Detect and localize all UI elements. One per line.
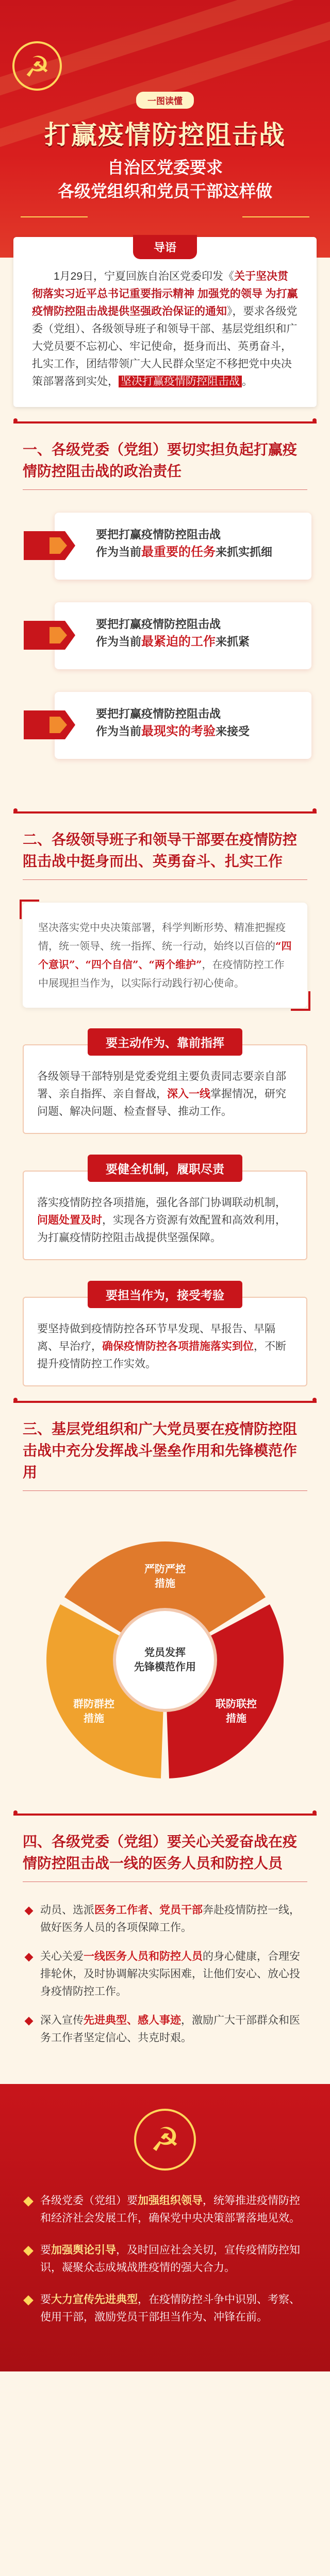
summary-item: 各级党委（党组）要加强组织领导，统筹推进疫情防控和经济社会发展工作，确保党中央决策部署落地见效。 — [23, 2192, 307, 2227]
section-4-bullets — [13, 1891, 317, 2063]
section-2-title: 二、各级领导班子和领导干部要在疫情防控阻击战中挺身而出、英勇奋斗、扎实工作 — [23, 832, 298, 869]
section-4-header — [13, 1814, 317, 1891]
page-subtitle-1: 自治区党委要求 — [107, 158, 223, 177]
section-2-header — [13, 811, 317, 889]
duty-block: 要担当作为，接受考验 要坚持做到疫情防控各环节早发现、早报告、早隔离、早治疗，确保疫情防控各项措施落实到位，不断提升疫情防控工作实效。 — [23, 1281, 307, 1386]
page-subtitle-2: 各级党组织和党员干部这样做 — [57, 182, 272, 200]
section-2 — [13, 811, 317, 1386]
section-1-cards — [13, 499, 317, 797]
duty-block: 要健全机制，履职尽责 落实疫情防控各项措施，强化各部门协调联动机制，问题处置及时，实现各方资源有效配置和高效利用，为打赢疫情防控阻击战提供坚强保障。 — [23, 1155, 307, 1260]
footer-summary — [0, 2084, 330, 2371]
segment-left-label: 群防群控 措施 — [73, 1699, 114, 1724]
section-4-title: 四、各级党委（党组）要关心关爱奋战在疫情防控阻击战一线的医务人员和防控人员 — [23, 1834, 298, 1871]
intro-tab: 导语 — [133, 235, 197, 259]
segment-top-label: 严防严控 措施 — [144, 1564, 186, 1589]
party-emblem-icon: ☭ — [12, 41, 62, 91]
summary-item: 要大力宣传先进典型，在疫情防控斗争中识别、考察、使用干部，激励党员干部担当作为、冲锋在前。 — [23, 2291, 307, 2326]
party-emblem-icon: ☭ — [134, 2109, 196, 2171]
page-title: 打赢疫情防控阻击战 — [44, 121, 286, 149]
segment-right-label: 联防联控 措施 — [216, 1699, 257, 1724]
section-1 — [13, 421, 317, 797]
summary-item: 要加强舆论引导，及时回应社会关切，宣传疫情防控知识，凝聚众志成城战胜疫情的强大合力。 — [23, 2242, 307, 2277]
intro-text: 1月29日，宁夏回族自治区党委印发《关于坚决贯彻落实习近平总书记重要指示精神 加强党的领导 为打赢疫情防控阻击战提供坚强政治保证的通知》，要求各级党委（党组）、各级领导班子和领导干部、基层党组织和广大党员要不忘初心、牢记使命，挺身而出、英勇奋斗，扎实工作，团结带领广大人民群众坚定不移把党中央决策部署落到实处， 坚决打赢疫情防控阻击战 。 — [32, 270, 298, 387]
section-3-header — [13, 1401, 317, 1500]
section-2-quote: 坚决落实党中央决策部署，科学判断形势、精准把握疫情，统一领导、统一指挥、统一行动，始终以百倍的“四个意识”、“四个自信”、“两个维护”，在疫情防控工作中展现担当作为，以实际行动践行初心使命。 — [23, 903, 307, 1008]
decor-line — [21, 216, 88, 217]
header-banner — [0, 0, 330, 258]
bullet-item: 关心关爱一线医务人员和防控人员的身心健康，合理安排轮休，及时协调解决实际困难，让他们安心、放心投身疫情防控工作。 — [23, 1948, 307, 2001]
task-card: 要把打赢疫情防控阻击战 作为当前最重要的任务来抓实抓细 — [55, 513, 311, 580]
cycle-diagram — [13, 1511, 317, 1799]
section-3 — [13, 1401, 317, 1799]
section-1-title: 一、各级党委（党组）要切实担负起打赢疫情防控阻击战的政治责任 — [23, 442, 298, 479]
task-card: 要把打赢疫情防控阻击战 作为当前最现实的考验来接受 — [55, 692, 311, 759]
section-3-title: 三、基层党组织和广大党员要在疫情防控阻击战中充分发挥战斗堡垒作用和先锋模范作用 — [23, 1421, 298, 1480]
section-4 — [13, 1814, 317, 2063]
bullet-item: 深入宣传先进典型、感人事迹，激励广大干部群众和医务工作者坚定信心、共克时艰。 — [23, 2012, 307, 2047]
tagline: 一图读懂 — [0, 92, 330, 109]
intro-card — [13, 237, 317, 407]
duty-label: 要健全机制，履职尽责 — [88, 1155, 242, 1182]
section-1-header — [13, 421, 317, 499]
center-label: 党员发挥 先锋模范作用 — [134, 1647, 196, 1673]
bullet-item: 动员、选派医务工作者、党员干部奔赴疫情防控一线，做好医务人员的各项保障工作。 — [23, 1902, 307, 1937]
duty-label: 要担当作为，接受考验 — [88, 1281, 242, 1308]
duty-block: 要主动作为、靠前指挥 各级领导干部特别是党委党组主要负责同志要亲自部署、亲自指挥、亲自督战，深入一线掌握情况，研究问题、解决问题、检查督导、推动工作。 — [23, 1028, 307, 1134]
task-card: 要把打赢疫情防控阻击战 作为当前最紧迫的工作来抓紧 — [55, 602, 311, 669]
duty-label: 要主动作为、靠前指挥 — [88, 1028, 242, 1056]
decor-line — [242, 216, 309, 217]
